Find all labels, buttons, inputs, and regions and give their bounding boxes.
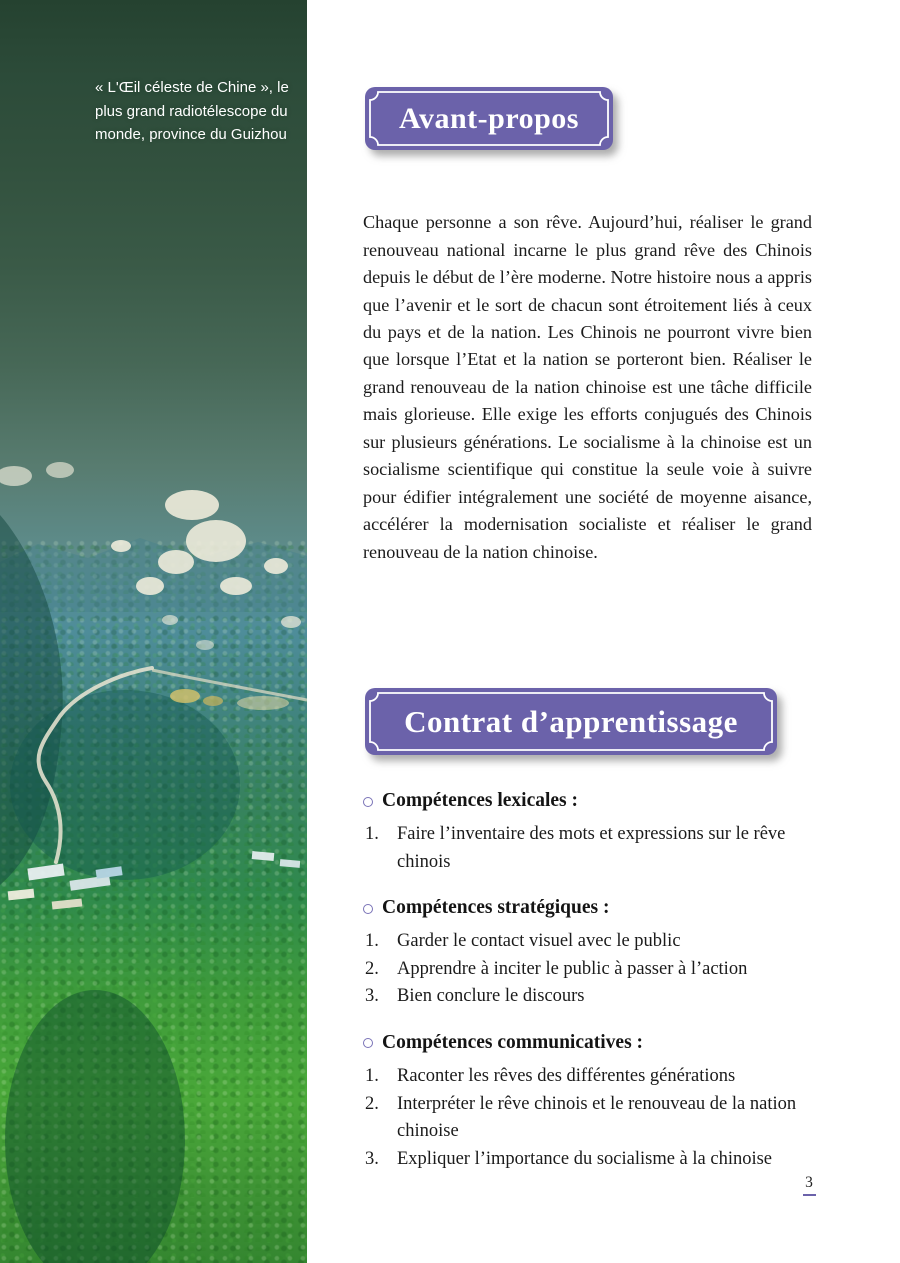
list-item: Faire l’inventaire des mots et expressions sur le rêve chinois: [397, 824, 786, 872]
sidebar-photo: [0, 0, 307, 1263]
list-item: Bien conclure le discours: [397, 986, 585, 1007]
section-header-avant-propos: [365, 87, 613, 150]
section-header-contrat: [365, 688, 777, 755]
list-item: Interpréter le rêve chinois et le renouveau de la nation chinoise: [397, 1093, 797, 1142]
section-title: Avant-propos: [399, 101, 579, 135]
photo-caption: [95, 76, 300, 147]
list-item: Raconter les rêves des différentes générations: [397, 1065, 736, 1086]
circle-bullet-icon: [363, 797, 373, 807]
competence-group-communicatives: [363, 1032, 833, 1173]
group-heading: [363, 1032, 833, 1054]
group-heading-label: Compétences stratégiques :: [382, 897, 610, 919]
group-heading: [363, 790, 833, 812]
page-number: [796, 1174, 822, 1196]
list-item: Expliquer l’importance du socialisme à la chinoise: [397, 1148, 773, 1169]
page-number-underline: [803, 1194, 816, 1196]
intro-paragraph: Chaque personne a son rêve. Aujourd’hui, réaliser le grand renouveau national incarne le plus grand rêve des Chinois depuis le début de l’ère moderne. Notre histoire nous a appris que l’avenir et le sort de chacun sont étroitement liés à ceux du pays et de la nation. Les Chinois ne pourront vivre bien que lorsque l’Etat et la nation se porteront bien. Réaliser le grand renouveau de la nation chinoise est une tâche difficile mais glorieuse. Elle exige les efforts conjugués des Chinois sur plusieurs générations. Le socialisme à la chinoise est un socialisme scientifique qui constitue la seule voie à suivre pour édifier intégralement une société de moyenne aisance, accélérer la modernisation socialiste et réaliser le grand renouveau de la nation chinoise.: [363, 212, 812, 562]
section-title: Contrat d’apprentissage: [404, 703, 738, 739]
group-heading-label: Compétences communicatives :: [382, 1031, 644, 1053]
competence-group-lexicales: [363, 790, 833, 876]
photo-caption-line: monde, province du Guizhou: [95, 126, 287, 143]
competence-list: [363, 1063, 833, 1173]
list-item: Garder le contact visuel avec le public: [397, 931, 681, 952]
photo-landscape-art: [0, 0, 307, 1263]
learning-contract: [363, 782, 833, 1173]
competence-group-strategiques: [363, 897, 833, 1011]
circle-bullet-icon: [363, 1038, 373, 1048]
page-number-value: 3: [805, 1174, 813, 1191]
photo-caption-line: « L'Œil céleste de Chine », le: [95, 79, 289, 96]
main-content: [307, 0, 900, 1263]
photo-caption-line: plus grand radiotélescope du: [95, 102, 288, 120]
list-item: Apprendre à inciter le public à passer à l’action: [397, 958, 748, 979]
group-heading-label: Compétences lexicales :: [382, 790, 579, 811]
circle-bullet-icon: [363, 904, 373, 914]
group-heading: [363, 897, 833, 919]
competence-list: [363, 928, 833, 1011]
competence-list: [363, 821, 833, 876]
